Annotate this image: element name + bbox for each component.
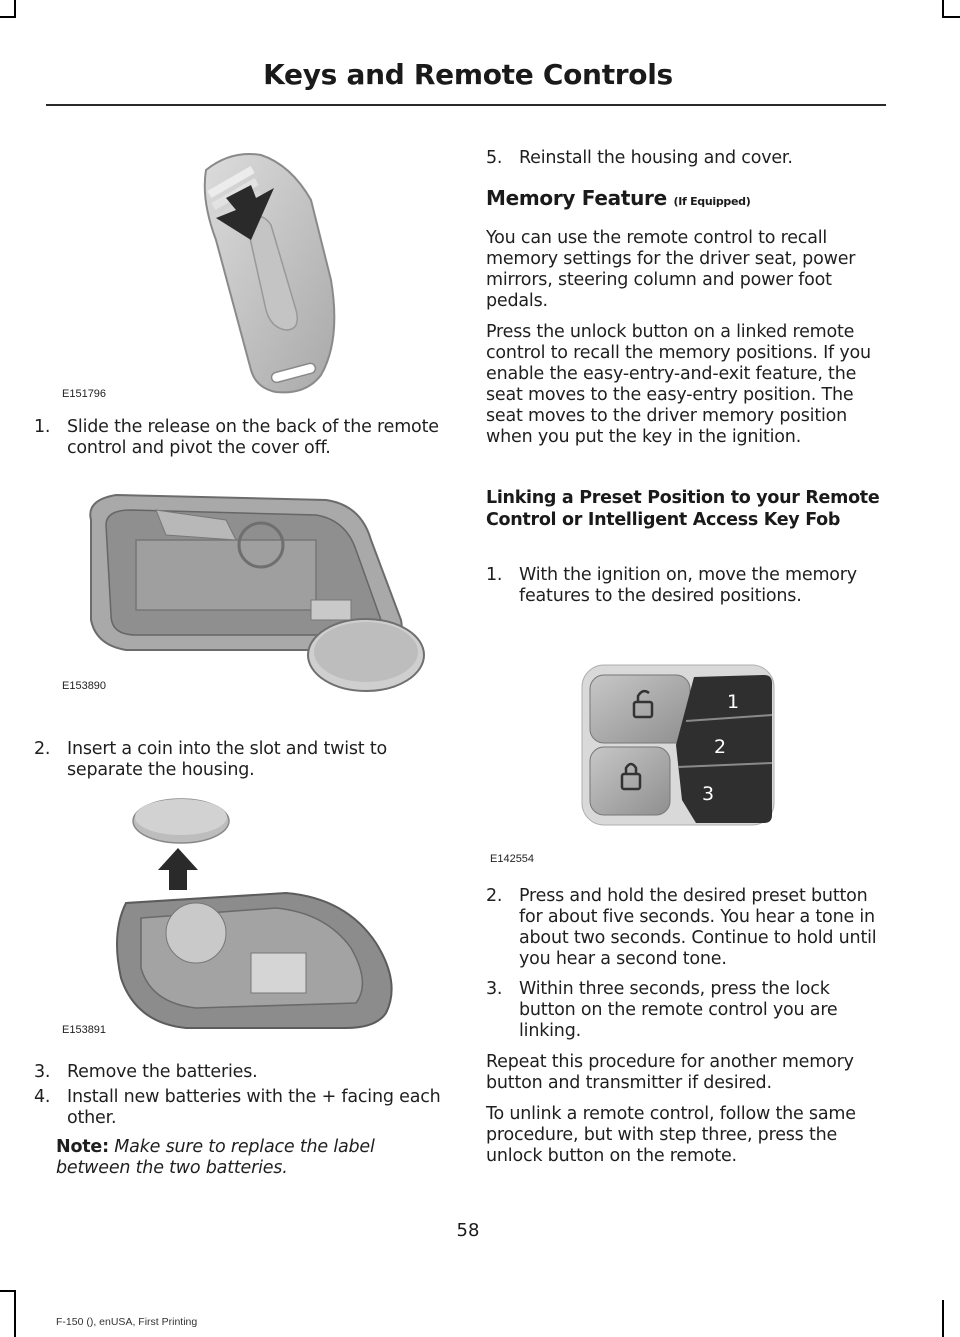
paragraph: Press the unlock button on a linked remote control to recall the memory positions. If you enable the easy-entry-and-exit feature, the seat moves to the easy-entry position. The seat moves to the driver memory position when you put the key in the ignition. xyxy=(486,322,871,447)
step-number: 3. xyxy=(486,979,503,999)
link-step-2 xyxy=(486,886,880,970)
step-text: Within three seconds, press the lock button on the remote control you are linking. xyxy=(519,979,838,1041)
paragraph: To unlink a remote control, follow the same procedure, but with step three, press the unlock button on the remote. xyxy=(486,1104,856,1166)
subheading: Linking a Preset Position to your Remote Control or Intelligent Access Key Fob xyxy=(486,488,880,530)
step-1 xyxy=(34,417,448,459)
figure-remote-release xyxy=(56,130,448,410)
section-heading xyxy=(486,186,880,210)
remove-battery-icon xyxy=(56,793,448,1043)
step-4 xyxy=(34,1087,448,1129)
link-step-3 xyxy=(486,979,880,1042)
step-number: 2. xyxy=(486,886,503,906)
memory-button-2: 2 xyxy=(713,736,727,758)
figure-code: E153890 xyxy=(62,680,107,692)
step-text: With the ignition on, move the memory features to the desired positions. xyxy=(519,565,857,606)
step-number: 1. xyxy=(486,565,503,585)
step-text: Install new batteries with the + facing each other. xyxy=(67,1087,441,1128)
figure-memory-buttons xyxy=(486,655,880,870)
step-number: 5. xyxy=(486,148,503,168)
section-suffix: (If Equipped) xyxy=(673,195,751,208)
step-text: Insert a coin into the slot and twist to separate the housing. xyxy=(67,739,387,780)
step-number: 1. xyxy=(34,417,51,437)
paragraph: You can use the remote control to recall memory settings for the driver seat, power mirrors, steering column and power foot pedals. xyxy=(486,228,856,311)
note-label: Note: xyxy=(56,1137,109,1157)
memory-button-1: 1 xyxy=(726,691,740,713)
figure-code: E142554 xyxy=(490,853,535,865)
step-2 xyxy=(34,739,448,781)
step-number: 4. xyxy=(34,1087,51,1107)
crop-mark xyxy=(14,1290,16,1337)
note xyxy=(56,1137,448,1179)
step-text: Press and hold the desired preset button for about five seconds. You hear a tone in about two seconds. Continue to hold until you hear a second tone. xyxy=(519,886,877,969)
section-title: Memory Feature xyxy=(486,186,667,210)
step-number: 3. xyxy=(34,1062,51,1082)
step-text: Slide the release on the back of the remote control and pivot the cover off. xyxy=(67,417,439,458)
paragraph: Repeat this procedure for another memory button and transmitter if desired. xyxy=(486,1052,854,1093)
figure-code: E151796 xyxy=(62,388,107,400)
remote-fob-release-icon xyxy=(56,130,448,410)
memory-button-3: 3 xyxy=(701,783,715,805)
link-step-1 xyxy=(486,565,880,607)
note-text: Make sure to replace the label between the two batteries. xyxy=(56,1137,375,1178)
crop-mark xyxy=(0,16,16,18)
open-remote-housing-icon xyxy=(56,480,448,725)
figure-remove-battery xyxy=(56,793,448,1043)
step-text: Remove the batteries. xyxy=(67,1062,258,1082)
crop-mark xyxy=(942,16,960,18)
crop-mark xyxy=(942,1300,944,1337)
step-text: Reinstall the housing and cover. xyxy=(519,148,793,168)
page-number: 58 xyxy=(456,1220,480,1241)
figure-open-housing xyxy=(56,480,448,725)
header-divider xyxy=(46,104,886,106)
figure-code: E153891 xyxy=(62,1024,107,1036)
footer-text: F-150 (), enUSA, First Printing xyxy=(56,1316,198,1328)
step-number: 2. xyxy=(34,739,51,759)
step-5 xyxy=(486,148,880,169)
step-3 xyxy=(34,1062,448,1083)
memory-seat-buttons-icon xyxy=(486,655,880,870)
page-title: Keys and Remote Controls xyxy=(263,58,673,91)
crop-mark xyxy=(0,1290,16,1292)
